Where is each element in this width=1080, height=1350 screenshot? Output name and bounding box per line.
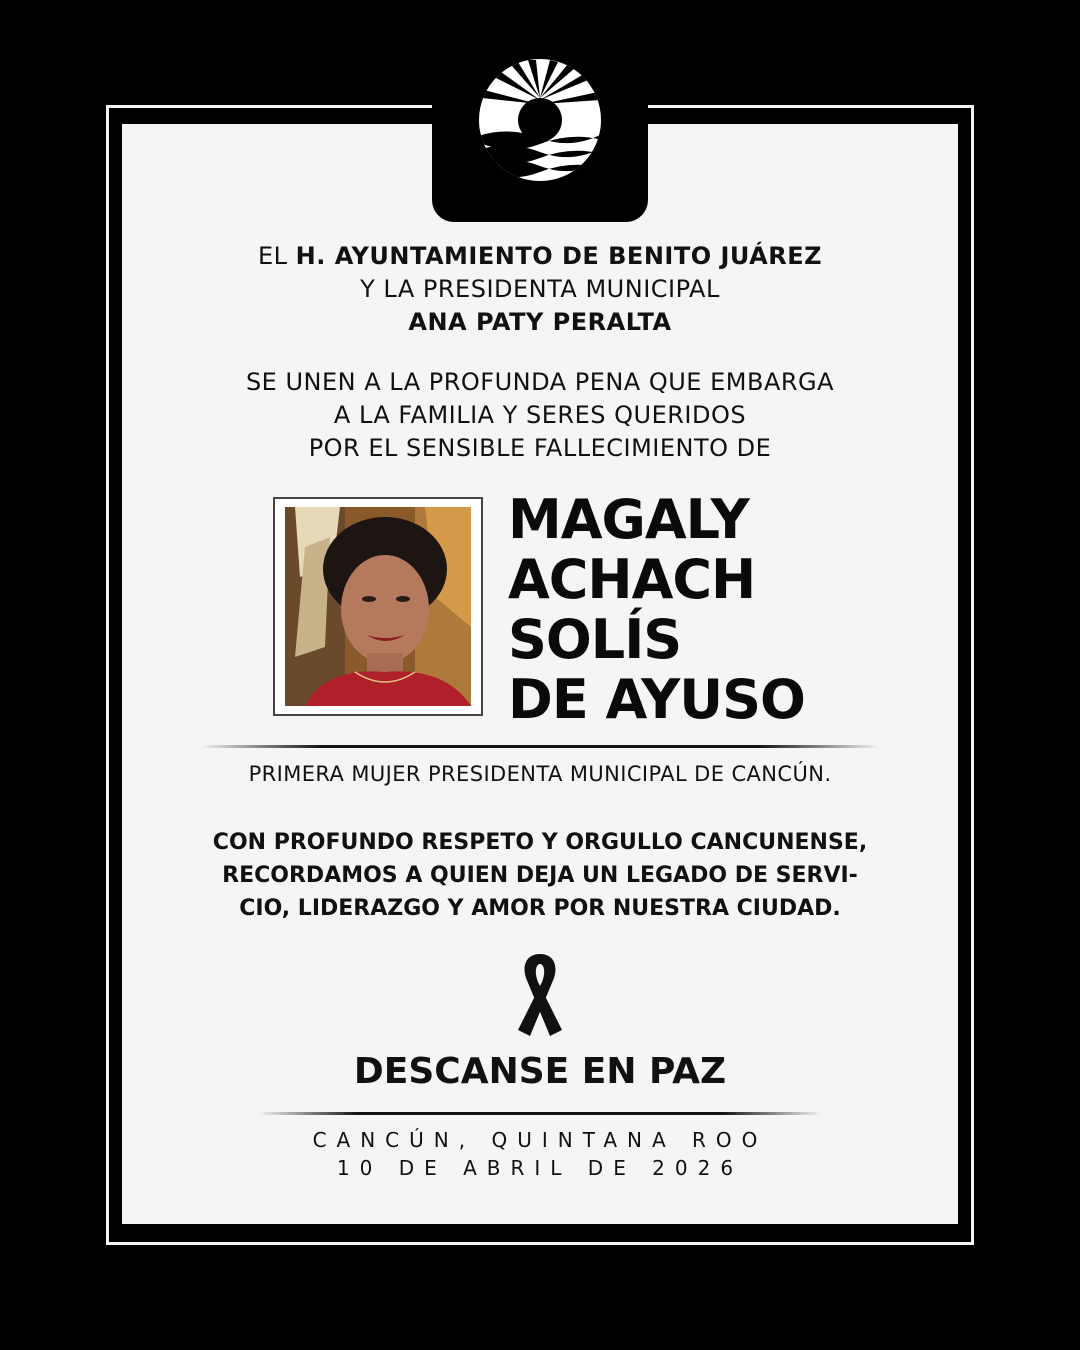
condolence-block	[122, 366, 958, 465]
name-line-1: MAGALY	[508, 488, 749, 551]
header-line-1: EL H. AYUNTAMIENTO DE BENITO JUÁREZ	[258, 242, 822, 270]
council-name: H. AYUNTAMIENTO DE BENITO JUÁREZ	[295, 242, 822, 270]
divider-top	[200, 745, 880, 748]
condolence-line-1: SE UNEN A LA PROFUNDA PENA QUE EMBARGA	[245, 368, 835, 396]
footer-place: CANCÚN, QUINTANA ROO	[312, 1128, 768, 1152]
portrait-frame	[273, 497, 483, 716]
municipal-emblem-icon	[478, 58, 602, 182]
mayor-name: ANA PATY PERALTA	[408, 308, 672, 336]
condolence-line-3: POR EL SENSIBLE FALLECIMIENTO DE	[308, 434, 772, 462]
tribute-line-3: CIO, LIDERAZGO Y AMOR POR NUESTRA CIUDAD.	[239, 896, 841, 921]
name-line-4: DE AYUSO	[508, 668, 805, 731]
deceased-title: PRIMERA MUJER PRESIDENTA MUNICIPAL DE CANCÚN.	[248, 762, 832, 786]
condolence-line-2: A LA FAMILIA Y SERES QUERIDOS	[333, 401, 747, 429]
header-block	[122, 240, 958, 339]
deceased-name	[508, 490, 928, 730]
tribute-line-1: CON PROFUNDO RESPETO Y ORGULLO CANCUNENSE,	[212, 830, 868, 855]
header-line-2: Y LA PRESIDENTA MUNICIPAL	[360, 275, 720, 303]
portrait-photo	[285, 507, 471, 706]
footer-date: 10 DE ABRIL DE 2026	[336, 1156, 744, 1180]
tribute-line-2: RECORDAMOS A QUIEN DEJA UN LEGADO DE SERVI-	[222, 863, 858, 888]
divider-bottom	[258, 1112, 822, 1115]
footer-block	[122, 1126, 958, 1182]
tribute-block	[122, 826, 958, 925]
name-line-2: ACHACH	[508, 548, 756, 611]
mourning-ribbon-icon	[508, 950, 572, 1042]
name-line-3: SOLÍS	[508, 608, 682, 671]
rest-in-peace: DESCANSE EN PAZ	[353, 1051, 727, 1092]
